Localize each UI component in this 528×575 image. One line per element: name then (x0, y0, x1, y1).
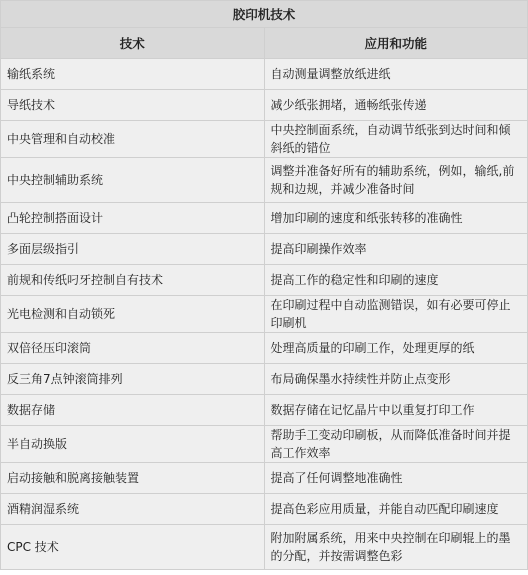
table-row (1, 333, 527, 363)
table-row (1, 494, 527, 524)
table-row (1, 121, 527, 157)
function-cell: 数据存储在记忆晶片中以重复打印工作 (265, 395, 528, 425)
table-row (1, 234, 527, 264)
table-row (1, 463, 527, 493)
table-row (1, 364, 527, 394)
function-cell: 处理高质量的印刷工作，处理更厚的纸 (265, 333, 528, 363)
table-row (1, 90, 527, 120)
tech-cell: 酒精润湿系统 (1, 494, 264, 524)
tech-cell: 凸轮控制搭面设计 (1, 203, 264, 233)
table-title: 胶印机技术 (1, 1, 527, 27)
tech-cell: 中央控制辅助系统 (1, 158, 264, 202)
tech-cell: 导纸技术 (1, 90, 264, 120)
tech-cell: 数据存储 (1, 395, 264, 425)
table-row (1, 265, 527, 295)
tech-cell: 启动接触和脱离接触装置 (1, 463, 264, 493)
function-cell: 提高色彩应用质量，并能自动匹配印刷速度 (265, 494, 528, 524)
function-cell: 附加附属系统，用来中央控制在印刷辊上的墨的分配，并按需调整色彩 (265, 525, 528, 569)
tech-cell: 前规和传纸叼牙控制自有技术 (1, 265, 264, 295)
tech-cell: 光电检测和自动锁死 (1, 296, 264, 332)
tech-cell: 多面层级指引 (1, 234, 264, 264)
function-cell: 中央控制面系统，自动调节纸张到达时间和倾斜纸的错位 (265, 121, 528, 157)
table-row (1, 395, 527, 425)
function-cell: 提高工作的稳定性和印刷的速度 (265, 265, 528, 295)
tech-cell: CPC 技术 (1, 525, 264, 569)
function-cell: 自动测量调整放纸进纸 (265, 59, 528, 89)
tech-cell: 输纸系统 (1, 59, 264, 89)
function-cell: 增加印刷的速度和纸张转移的准确性 (265, 203, 528, 233)
tech-cell: 反三角7点钟滚筒排列 (1, 364, 264, 394)
table-row (1, 203, 527, 233)
tech-cell: 中央管理和自动校准 (1, 121, 264, 157)
tech-cell: 半自动换版 (1, 426, 264, 462)
column-header-tech: 技术 (1, 28, 264, 58)
table-row (1, 158, 527, 202)
table-row (1, 426, 527, 462)
function-cell: 提高印刷操作效率 (265, 234, 528, 264)
table-row (1, 296, 527, 332)
function-cell: 帮助手工变动印刷板，从而降低准备时间并提高工作效率 (265, 426, 528, 462)
column-header-function: 应用和功能 (265, 28, 528, 58)
function-cell: 提高了任何调整地准确性 (265, 463, 528, 493)
function-cell: 减少纸张拥堵，通畅纸张传递 (265, 90, 528, 120)
function-cell: 布局确保墨水持续性并防止点变形 (265, 364, 528, 394)
tech-cell: 双倍径压印滚筒 (1, 333, 264, 363)
header-row (1, 28, 527, 58)
function-cell: 调整并准备好所有的辅助系统，例如，输纸,前规和边规，并减少准备时间 (265, 158, 528, 202)
table-row (1, 59, 527, 89)
table-row (1, 525, 527, 569)
function-cell: 在印刷过程中自动监测错误，如有必要可停止印刷机 (265, 296, 528, 332)
